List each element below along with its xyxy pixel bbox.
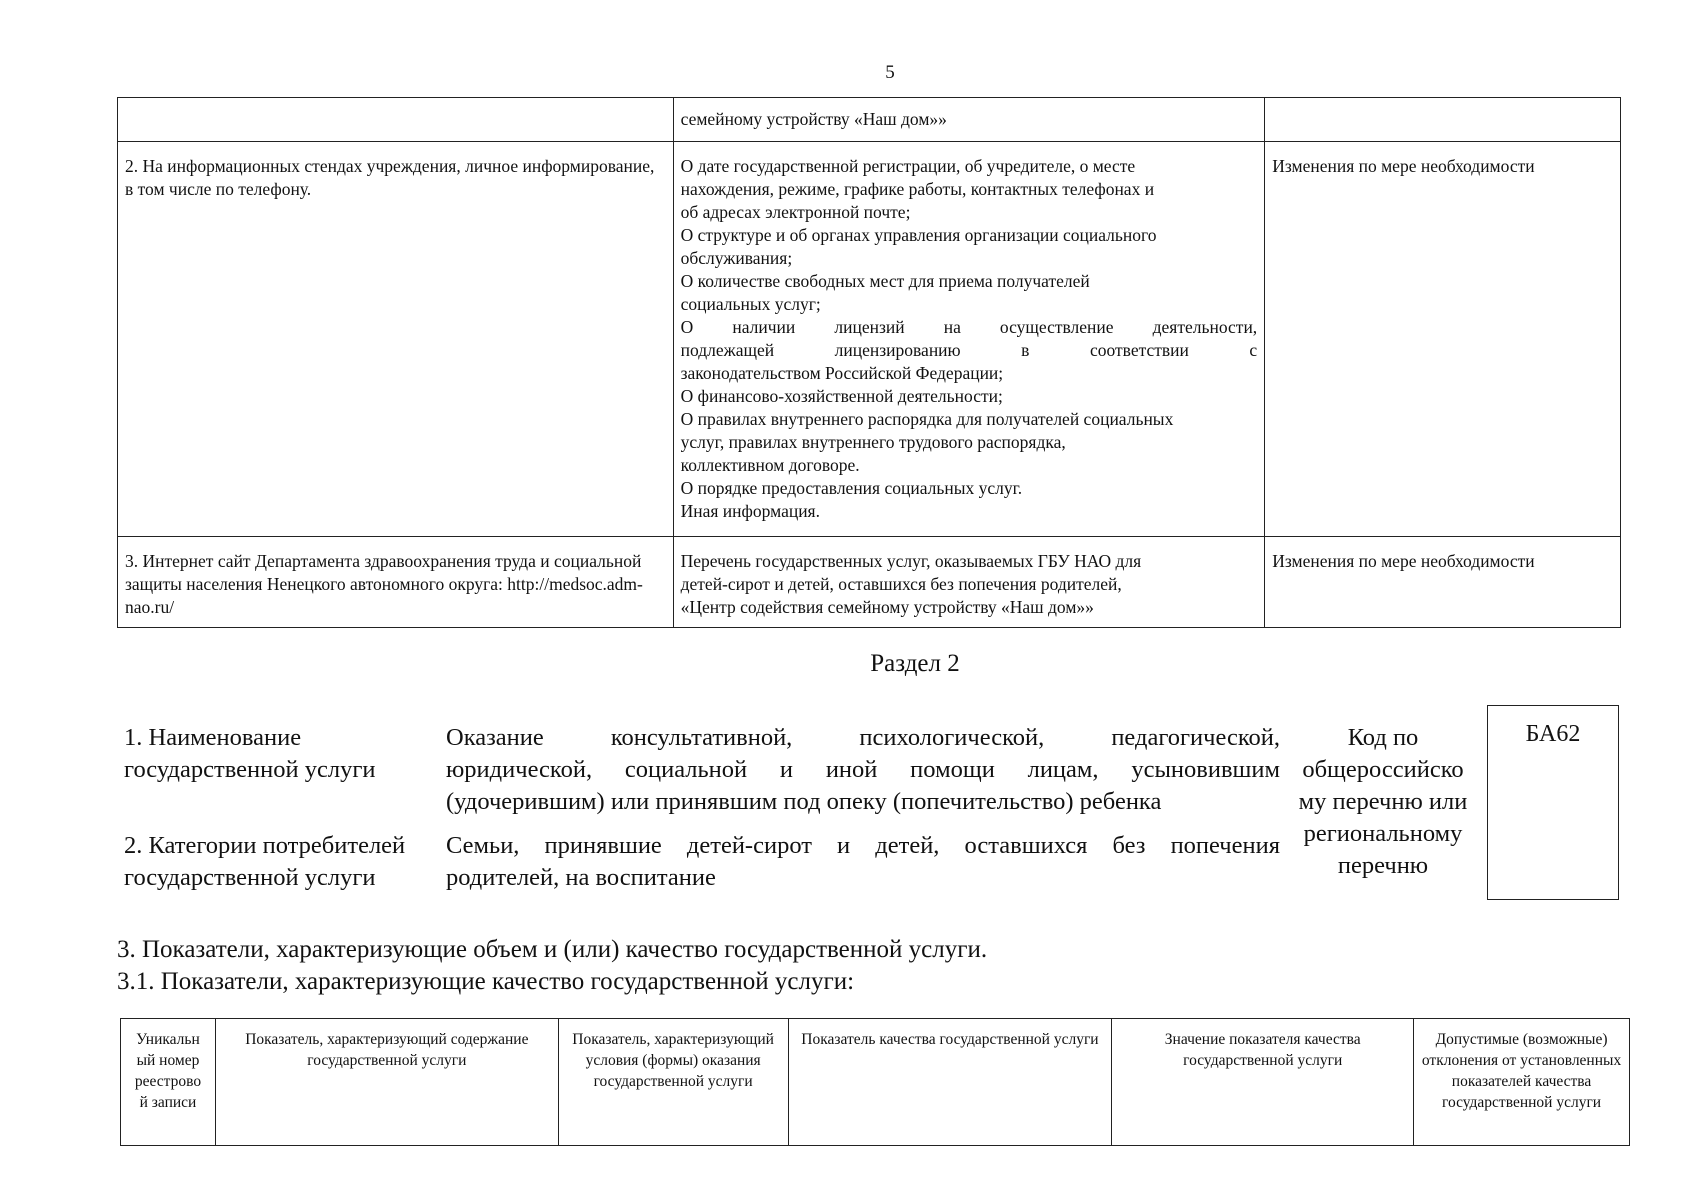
section-title: Раздел 2 <box>870 650 960 677</box>
column-header-conditions-indicator: Показатель, характеризующий условия (формы) оказания государственной услуги <box>558 1019 788 1146</box>
registry-code-label: Код по общероссийско му перечню или региональному перечню <box>1298 724 1468 879</box>
consumer-category-label: 2. Категории потребителей государственной услуги <box>124 832 406 891</box>
content-line: «Центр содействия семейному устройству «Наш дом»» <box>680 597 1094 617</box>
table-row <box>118 537 1621 628</box>
content-line: О количестве свободных мест для приема получателей <box>680 271 1090 291</box>
service-name-label: 1. Наименование государственной услуги <box>124 724 376 783</box>
method-cell: 3. Интернет сайт Департамента здравоохранения труда и социальной защиты населения Ненецкого автономного округа: http://medsoc.adm-nao.ru/ <box>118 537 674 628</box>
table-header-row <box>121 1019 1630 1146</box>
content-cell <box>673 142 1265 537</box>
content-line: обслуживания; <box>680 248 793 268</box>
content-line: нахождения, режиме, графике работы, контактных телефонах и <box>680 179 1155 199</box>
page-number: 5 <box>885 62 895 83</box>
content-cell <box>673 98 1265 142</box>
content-line: О финансово-хозяйственной деятельности; <box>680 386 1003 406</box>
content-line: О дате государственной регистрации, об учредителе, о месте <box>680 156 1136 176</box>
indicators-heading: 3. Показатели, характеризующие объем и (или) качество государственной услуги. <box>117 936 988 963</box>
service-name-value <box>446 722 1280 818</box>
service-name-line: Оказание консультативной, психологической, педагогической, <box>446 724 1280 751</box>
content-line: О правилах внутреннего распорядка для получателей социальных <box>680 409 1174 429</box>
content-line: социальных услуг; <box>680 294 821 314</box>
column-header-quality-value: Значение показателя качества государственной услуги <box>1112 1019 1414 1146</box>
column-header-quality-indicator: Показатель качества государственной услуги <box>788 1019 1112 1146</box>
content-line: Иная информация. <box>680 501 820 521</box>
column-header-content-indicator: Показатель, характеризующий содержание государственной услуги <box>215 1019 558 1146</box>
frequency-cell <box>1265 98 1621 142</box>
frequency-cell: Изменения по мере необходимости <box>1265 142 1621 537</box>
content-cell <box>673 537 1265 628</box>
content-line: О структуре и об органах управления организации социального <box>680 225 1157 245</box>
column-header-registry-number: Уникальн ый номер реестрово й записи <box>121 1019 216 1146</box>
information-table <box>117 97 1621 628</box>
consumer-category-line: родителей, на воспитание <box>446 864 716 891</box>
method-cell <box>118 98 674 142</box>
frequency-cell: Изменения по мере необходимости <box>1265 537 1621 628</box>
service-name-line: юридической, социальной и иной помощи лицам, усыновившим <box>446 756 1280 783</box>
quality-indicators-table <box>120 1018 1630 1146</box>
content-line: О наличии лицензий на осуществление деятельности, <box>680 317 1258 337</box>
content-line: коллективном договоре. <box>680 455 860 475</box>
content-line: семейному устройству «Наш дом»» <box>680 109 947 129</box>
column-header-allowed-deviations: Допустимые (возможные) отклонения от установленных показателей качества государственной услуги <box>1414 1019 1630 1146</box>
content-line: Перечень государственных услуг, оказываемых ГБУ НАО для <box>680 551 1142 571</box>
table-row <box>118 142 1621 537</box>
consumer-category-line: Семьи, принявшие детей-сирот и детей, оставшихся без попечения <box>446 832 1280 859</box>
service-name-line: (удочерившим) или принявшим под опеку (попечительство) ребенка <box>446 788 1162 815</box>
quality-indicators-heading: 3.1. Показатели, характеризующие качество государственной услуги: <box>117 968 855 995</box>
table-row <box>118 98 1621 142</box>
consumer-category-value <box>446 830 1280 894</box>
content-line: законодательством Российской Федерации; <box>680 363 1004 383</box>
content-line: детей-сирот и детей, оставшихся без попечения родителей, <box>680 574 1122 594</box>
method-cell: 2. На информационных стендах учреждения, личное информирование, в том числе по телефону. <box>118 142 674 537</box>
content-line: подлежащей лицензированию в соответствии с <box>680 340 1258 360</box>
content-line: об адресах электронной почте; <box>680 202 911 222</box>
content-line: О порядке предоставления социальных услуг. <box>680 478 1023 498</box>
content-line: услуг, правилах внутреннего трудового распорядка, <box>680 432 1066 452</box>
registry-code-box: БА62 <box>1487 705 1619 900</box>
